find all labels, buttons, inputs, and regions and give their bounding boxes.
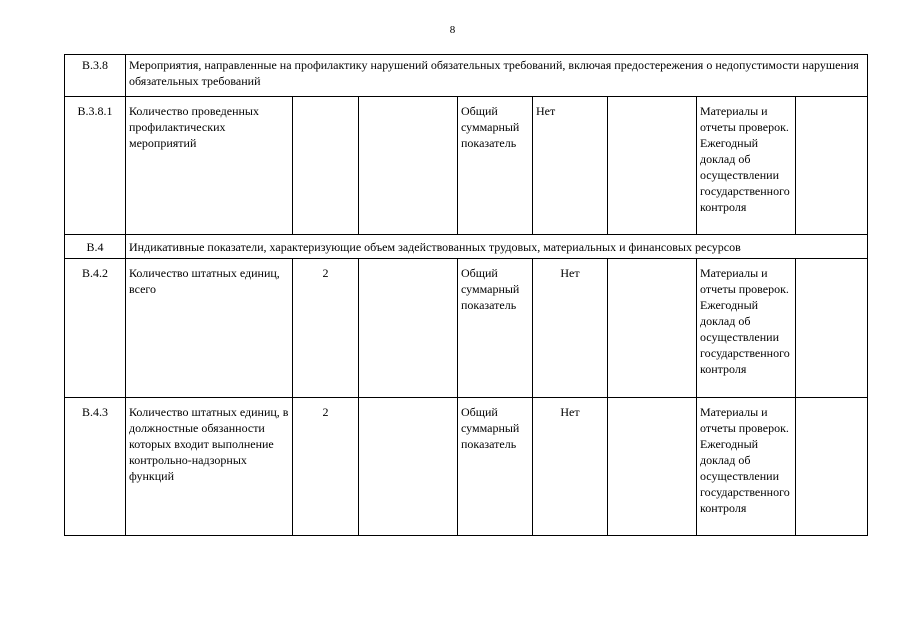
indicator-name: Количество проведенных профилактических мероприятий <box>126 97 293 235</box>
indicator-source: Материалы и отчеты проверок. Ежегодный доклад об осуществлении государственного контроля <box>697 398 796 536</box>
section-row <box>65 55 868 97</box>
empty-cell <box>359 97 458 235</box>
table-row <box>65 398 868 536</box>
table-row <box>65 97 868 235</box>
section-code: В.3.8 <box>65 55 126 97</box>
indicator-code: В.4.2 <box>65 259 126 398</box>
empty-cell <box>796 259 868 398</box>
page-number: 8 <box>449 24 456 36</box>
empty-cell <box>796 398 868 536</box>
empty-cell <box>359 398 458 536</box>
indicators-table <box>64 54 868 536</box>
section-row <box>65 235 868 259</box>
empty-cell <box>608 398 697 536</box>
indicator-value <box>293 97 359 235</box>
indicator-source: Материалы и отчеты проверок. Ежегодный доклад об осуществлении государственного контроля <box>697 97 796 235</box>
table-row <box>65 259 868 398</box>
indicator-code: В.4.3 <box>65 398 126 536</box>
indicator-name: Количество штатных единиц, в должностные обязанности которых входит выполнение контрольно-надзорных функций <box>126 398 293 536</box>
section-code: В.4 <box>65 235 126 259</box>
indicator-type: Общий суммарный показатель <box>458 398 533 536</box>
indicator-source: Материалы и отчеты проверок. Ежегодный доклад об осуществлении государственного контроля <box>697 259 796 398</box>
indicator-code: В.3.8.1 <box>65 97 126 235</box>
indicator-type: Общий суммарный показатель <box>458 259 533 398</box>
indicator-flag: Нет <box>533 398 608 536</box>
empty-cell <box>608 259 697 398</box>
section-title: Мероприятия, направленные на профилактику нарушений обязательных требований, включая предостережения о недопустимости нарушения обязательных требований <box>126 55 868 97</box>
indicator-flag: Нет <box>533 97 608 235</box>
section-title: Индикативные показатели, характеризующие объем задействованных трудовых, материальных и финансовых ресурсов <box>126 235 868 259</box>
indicator-value: 2 <box>293 259 359 398</box>
empty-cell <box>608 97 697 235</box>
indicator-name: Количество штатных единиц, всего <box>126 259 293 398</box>
empty-cell <box>796 97 868 235</box>
empty-cell <box>359 259 458 398</box>
indicator-type: Общий суммарный показатель <box>458 97 533 235</box>
indicator-value: 2 <box>293 398 359 536</box>
indicator-flag: Нет <box>533 259 608 398</box>
